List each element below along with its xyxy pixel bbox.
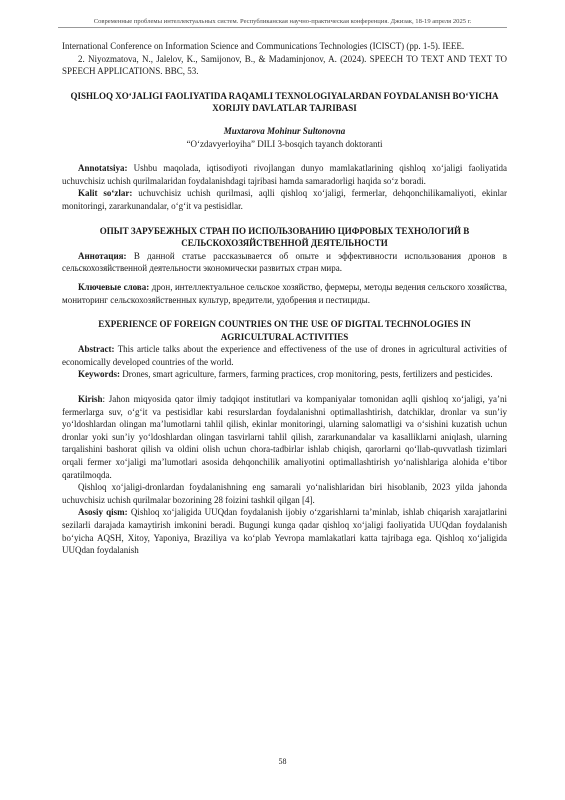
uz-abstract-label: Annotatsiya:	[78, 163, 128, 174]
main-label: Asosiy qism:	[78, 507, 128, 518]
uz-keywords-text: uchuvchisiz uchish qurilmasi, aqlli qishloq xo‘jaligi, fermerlar, dehqonchilikamaliyoti, ekinlar monitoringi, zararkunandalar, o‘g‘it va pestisidlar.	[62, 188, 507, 211]
ru-title: ОПЫТ ЗАРУБЕЖНЫХ СТРАН ПО ИСПОЛЬЗОВАНИЮ ЦИФРОВЫХ ТЕХНОЛОГИЙ В СЕЛЬСКОХОЗЯЙСТВЕННОЙ ДЕЯТЕЛЬНОСТИ	[99, 225, 470, 249]
uz-title: QISHLOQ XO‘JALIGI FAOLIYATIDA RAQAMLI TEXNOLOGIYALARDAN FOYDALANISH BO‘YICHA XORIJIY DAVLATLAR TAJRIBASI	[70, 90, 499, 114]
en-keywords	[62, 368, 507, 381]
ru-keywords-text: дрон, интеллектуальное сельское хозяйство, фермеры, методы ведения сельского хозяйства, мониторинг сельскохозяйственных культур, вредители, удобрения и пестициды.	[62, 281, 507, 305]
author-name: Muxtarova Mohinur Sultonovna	[223, 125, 346, 136]
body-paragraph-2: Qishloq xo‘jaligi-dronlardan foydalanishning eng samarali yo‘nalishlaridan biri hisoblanib, 2023 yilda jahonda uchuvchisiz uchish qurilmalar bozorining 28 foizini tashkil qilgan [4].	[62, 482, 507, 505]
ru-abstract-text: В данной статье рассказывается об опыте и эффективности использования дронов в сельскохозяйственной деятельности экономически развитых стран мира.	[62, 250, 507, 274]
reference-item: 2. Niyozmatova, N., Jalelov, K., Samijonov, B., & Madaminjonov, A. (2024). SPEECH TO TEXT AND TEXT TO SPEECH APPLICATIONS. BBC, 53.	[62, 53, 507, 77]
en-keywords-label: Keywords:	[78, 369, 120, 380]
intro-paragraph	[62, 393, 507, 481]
uz-keywords-label: Kalit so‘zlar:	[78, 188, 133, 199]
running-header: Современные проблемы интеллектуальных систем. Республиканская научно-практическая конференция. Джизак, 18-19 апреля 2025 г.	[58, 18, 507, 28]
en-abstract-text: This article talks about the experience and effectiveness of the use of drones in agricultural activities of economically developed countries of the world.	[62, 344, 507, 367]
author-affiliation: “O‘zdavyerloyiha” DILI 3-bosqich tayanch doktoranti	[186, 138, 383, 149]
uz-abstract-text: Ushbu maqolada, iqtisodiyoti rivojlangan dunyo mamlakatlarining qishloq xo‘jaligi faoliyatida uchuvchisiz uchish qurilmalaridan foydalanishdagi tajribasi hamda samaradorligi haqida so‘z boradi.	[62, 163, 507, 186]
ru-abstract-label: Аннотация:	[78, 250, 127, 261]
ru-abstract	[62, 250, 507, 275]
page-content	[62, 40, 507, 557]
ru-keywords-label: Ключевые слова:	[78, 281, 150, 292]
en-abstract	[62, 343, 507, 368]
intro-label: Kirish	[78, 394, 103, 405]
intro-text: : Jahon miqyosida qator ilmiy tadqiqot institutlari va kompaniyalar tomonidan aqlli qishloq xo‘jaligi, ya’ni fermerlarga suv, o‘g‘it va pestisidlar kabi resurslardan foydalanishni optimallashtirish, datchiklar, dronlar va sun’iy yo‘ldoshlardan olingan ma’lumotlarni tahlil qilish, ekinlar monitoringi, ularning salomatligi va o‘sishini kuzatish uchun dronlar yoki sun’iy yo‘ldoshlardan olingan tasvirlarni tahlil qilish, zararkunandalar va kasalliklarni aniqlash, ularning tarqalishini bashorat qilish va oldini olish uchun chora-tadbirlar ishlab chiqish, qarorlarni qo‘llab-quvvatlash tizimlari orqali fermer xo‘jaligi ma’lumotlari asosida dehqonchilik amaliyotini optimallashtirish yo‘nalishlariga alohida e’tibor qaratilmoqda.	[62, 394, 507, 480]
en-abstract-label: Abstract:	[78, 344, 115, 355]
uz-keywords	[62, 187, 507, 212]
en-keywords-text: Drones, smart agriculture, farmers, farming practices, crop monitoring, pests, fertilizers and pesticides.	[120, 369, 493, 380]
main-paragraph	[62, 506, 507, 556]
uz-abstract	[62, 162, 507, 187]
main-text: Qishloq xo‘jaligida UUQdan foydalanish ijobiy o‘zgarishlarni ta’minlab, ishlab chiqarish xarajatlarini sezilarli darajada kamaytirish imkonini beradi. Bugungi kunga qadar qishloq xo‘jaligi faoliyatida UUQdan foydalanish bo‘yicha AQSH, Xitoy, Yaponiya, Braziliya va ko‘plab Yevropa mamlakatlari katta tajribaga ega. Qishloq xo‘jaligida UUQdan foydalanish	[62, 507, 508, 556]
en-title: EXPERIENCE OF FOREIGN COUNTRIES ON THE USE OF DIGITAL TECHNOLOGIES IN AGRICULTURAL ACTIVITIES	[98, 319, 471, 342]
ru-keywords	[62, 281, 507, 306]
reference-continuation: International Conference on Information Science and Communications Technologies (ICISCT) (pp. 1-5). IEEE.	[62, 41, 465, 51]
page-number: 58	[278, 757, 287, 766]
